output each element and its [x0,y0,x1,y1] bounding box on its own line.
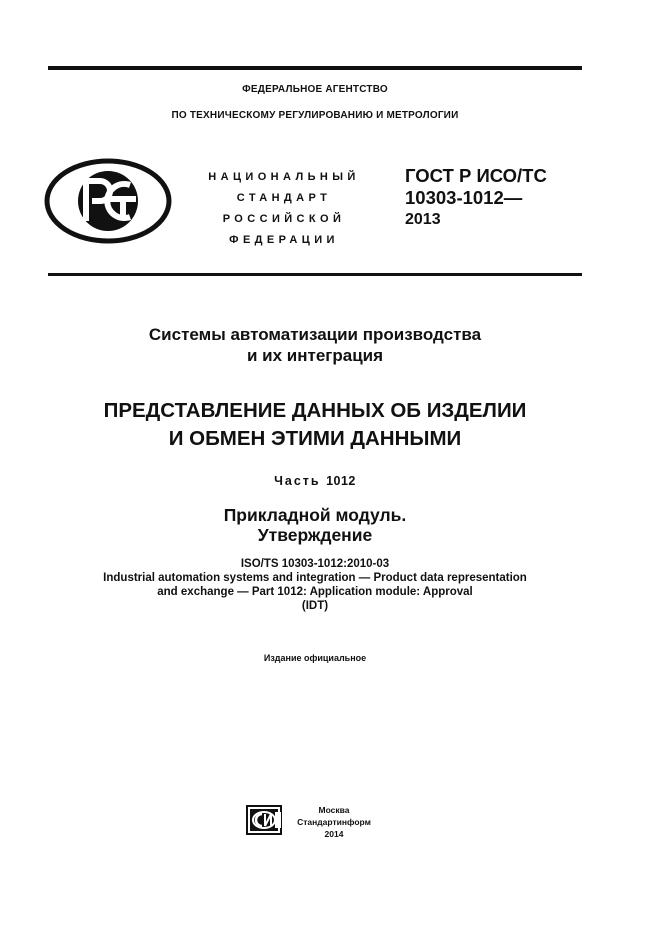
main-title-line2: И ОБМЕН ЭТИМИ ДАННЫМИ [168,427,462,450]
standartinform-logo-icon [245,804,283,836]
designation-line1: ГОСТ Р ИСО/ТС [405,165,547,186]
main-title-line1: ПРЕДСТАВЛЕНИЕ ДАННЫХ ОБ ИЗДЕЛИИ [103,399,527,422]
iso-reference-line2: Industrial automation systems and integration — Product data representation [103,572,527,584]
publisher-city: Москва [318,805,350,815]
publisher-name: Стандартинформ [297,817,371,827]
top-rule [48,66,582,70]
designation-year: 2013 [405,211,441,228]
series-title-line2: и их интеграция [246,346,384,365]
publisher-imprint [288,804,380,840]
iso-reference-line4: (IDT) [301,600,329,612]
standard-type [186,167,382,251]
part-number: 1012 [326,474,356,488]
part-label: Часть [274,474,321,488]
middle-rule [48,273,582,276]
edition-note: Издание официальное [263,653,367,663]
module-title [48,505,582,545]
agency-name-line2: ПО ТЕХНИЧЕСКОМУ РЕГУЛИРОВАНИЮ И МЕТРОЛОГИИ [171,110,459,121]
standard-designation [405,165,547,231]
publisher-year: 2014 [324,829,344,839]
designation-line2: 10303-1012— [405,187,523,208]
series-title-line1: Системы автоматизации производства [148,325,482,344]
series-title [48,324,582,366]
standard-type-line1: НАЦИОНАЛЬНЫЙ [208,171,360,183]
main-title [48,397,582,453]
iso-reference-line3: and exchange — Part 1012: Application module: Approval [157,586,473,598]
standard-type-line2: СТАНДАРТ [236,192,332,204]
standard-type-line3: РОССИЙСКОЙ [222,213,346,225]
agency-name-line1: ФЕДЕРАЛЬНОЕ АГЕНТСТВО [242,84,388,95]
module-title-line2: Утверждение [257,525,373,545]
module-title-line1: Прикладной модуль. [223,505,407,525]
iso-reference [48,557,582,613]
rst-logo-icon [44,158,172,244]
part-heading [48,474,582,488]
iso-reference-line1: ISO/TS 10303-1012:2010-03 [240,558,390,570]
standard-type-line4: ФЕДЕРАЦИИ [229,234,339,246]
